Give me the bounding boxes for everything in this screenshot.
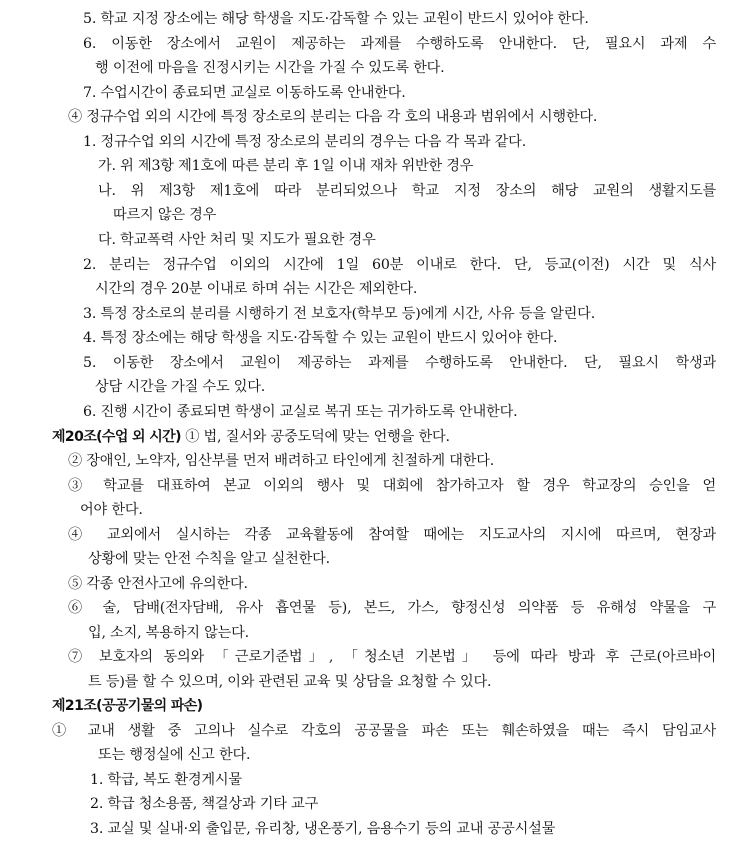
text-line: ② 장애인, 노약자, 임산부를 먼저 배려하고 타인에게 친절하게 대한다. [68, 453, 495, 469]
article-20-heading: 제20조(수업 외 시간) [52, 429, 181, 445]
text-line: 6. 진행 시간이 종료되면 학생이 교실로 복귀 또는 귀가하도록 안내한다. [83, 404, 518, 420]
text-line: 5. 학교 지정 장소에는 해당 학생을 지도·감독할 수 있는 교원이 반드시 있어야 한다. [83, 11, 589, 27]
text-line: ⑤ 각종 안전사고에 유의한다. [68, 576, 248, 592]
text-line: ① 교내 생활 중 고의나 실수로 각호의 공공물을 파손 또는 훼손하였을 때는 즉시 담임교사 [52, 723, 716, 739]
article-20-clause-1: ① 법, 질서와 공중도덕에 맞는 언행을 한다. [185, 429, 450, 445]
article-21-heading: 제21조(공공기물의 파손) [52, 698, 203, 714]
text-line: ⑦ 보호자의 동의와 「근로기준법」, 「청소년 기본법」 등에 따라 방과 후 근로(아르바이 [68, 649, 716, 665]
text-line: 2. 분리는 정규수업 이외의 시간에 1일 60분 이내로 한다. 단, 등교(이전) 시간 및 식사 [83, 257, 716, 273]
text-line: ⑥ 술, 담배(전자담배, 유사 흡연물 등), 본드, 가스, 향정신성 의약품 등 유해성 약물을 구 [68, 600, 716, 616]
text-line: 1. 학급, 복도 환경게시물 [90, 772, 242, 788]
text-line: 나. 위 제3항 제1호에 따라 분리되었으나 학교 지정 장소의 해당 교원의 생활지도를 [98, 183, 716, 199]
text-line: 상황에 맞는 안전 수칙을 알고 실천한다. [88, 551, 330, 567]
text-line: 또는 행정실에 신고 한다. [98, 747, 251, 763]
text-line: 행 이전에 마음을 진정시키는 시간을 가질 수 있도록 한다. [95, 60, 445, 76]
text-line: 어야 한다. [80, 502, 143, 518]
article-21-line [52, 697, 202, 715]
text-line: 7. 수업시간이 종료되면 교실로 이동하도록 안내한다. [83, 85, 406, 101]
text-line: ④ 교외에서 실시하는 각종 교육활동에 참여할 때에는 지도교사의 지시에 따르며, 현장과 [68, 527, 716, 543]
text-line: 3. 교실 및 실내·외 출입문, 유리창, 냉온풍기, 음용수기 등의 교내 공공시설물 [90, 821, 556, 837]
text-line: 1. 정규수업 외의 시간에 특정 장소로의 분리의 경우는 다음 각 목과 같다. [83, 134, 526, 150]
text-line: 5. 이동한 장소에서 교원이 제공하는 과제를 수행하도록 안내한다. 단, 필요시 학생과 [83, 355, 716, 371]
text-line: ④ 정규수업 외의 시간에 특정 장소로의 분리는 다음 각 호의 내용과 범위에서 시행한다. [68, 109, 598, 125]
text-line: 2. 학급 청소용품, 책걸상과 기타 교구 [90, 796, 319, 812]
article-20-line [52, 428, 450, 446]
text-line: 6. 이동한 장소에서 교원이 제공하는 과제를 수행하도록 안내한다. 단, 필요시 과제 수 [83, 36, 716, 52]
text-line: 트 등)를 할 수 있으며, 이와 관련된 교육 및 상담을 요청할 수 있다. [88, 674, 492, 690]
text-line: 시간의 경우 20분 이내로 하며 쉬는 시간은 제외한다. [95, 281, 418, 297]
text-line: 다. 학교폭력 사안 처리 및 지도가 필요한 경우 [98, 232, 376, 248]
text-line: 3. 특정 장소로의 분리를 시행하기 전 보호자(학부모 등)에게 시간, 사유 등을 알린다. [83, 306, 596, 322]
text-line: 상담 시간을 가질 수도 있다. [95, 379, 266, 395]
text-line: 가. 위 제3항 제1호에 따른 분리 후 1일 이내 재차 위반한 경우 [98, 158, 474, 174]
text-line: 4. 특정 장소에는 해당 학생을 지도·감독할 수 있는 교원이 반드시 있어야 한다. [83, 330, 558, 346]
text-line: 따르지 않은 경우 [113, 207, 217, 223]
text-line: 입, 소지, 복용하지 않는다. [88, 625, 249, 641]
text-line: ③ 학교를 대표하여 본교 이외의 행사 및 대회에 참가하고자 할 경우 학교장의 승인을 얻 [68, 478, 716, 494]
